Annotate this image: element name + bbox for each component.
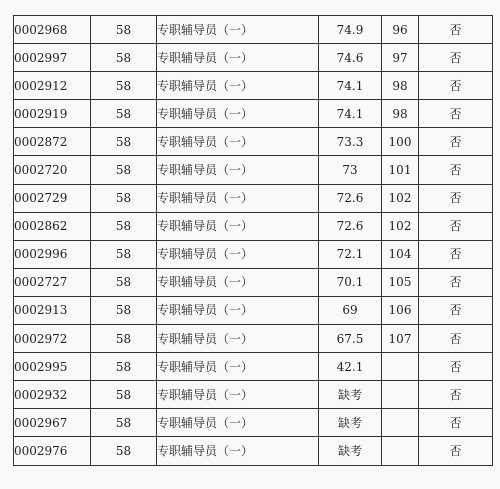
interview-flag-cell: 否 — [419, 409, 493, 437]
candidate-id-cell: 0002932 — [14, 381, 91, 409]
rank-cell: 98 — [382, 100, 419, 128]
candidate-id-cell: 0002912 — [14, 72, 91, 100]
rank-cell: 102 — [382, 184, 419, 212]
candidate-id-cell: 0002972 — [14, 325, 91, 353]
candidate-id-cell: 0002727 — [14, 268, 91, 296]
interview-flag-cell: 否 — [419, 128, 493, 156]
position-name-cell: 专职辅导员（一） — [157, 16, 319, 44]
score-cell: 73.3 — [319, 128, 382, 156]
table-row — [14, 212, 493, 240]
table-row — [14, 296, 493, 324]
position-name-cell: 专职辅导员（一） — [157, 268, 319, 296]
score-cell: 72.6 — [319, 212, 382, 240]
position-name-cell: 专职辅导员（一） — [157, 44, 319, 72]
table-row — [14, 16, 493, 44]
score-cell: 74.9 — [319, 16, 382, 44]
score-cell: 74.6 — [319, 44, 382, 72]
score-cell: 70.1 — [319, 268, 382, 296]
rank-cell: 101 — [382, 156, 419, 184]
candidate-id-cell: 0002862 — [14, 212, 91, 240]
candidate-id-cell: 0002729 — [14, 184, 91, 212]
score-cell: 67.5 — [319, 325, 382, 353]
position-code-cell: 58 — [91, 437, 157, 465]
candidate-id-cell: 0002919 — [14, 100, 91, 128]
interview-flag-cell: 否 — [419, 44, 493, 72]
position-code-cell: 58 — [91, 268, 157, 296]
table-row — [14, 156, 493, 184]
position-code-cell: 58 — [91, 409, 157, 437]
interview-flag-cell: 否 — [419, 325, 493, 353]
interview-flag-cell: 否 — [419, 296, 493, 324]
interview-flag-cell: 否 — [419, 240, 493, 268]
rank-cell: 105 — [382, 268, 419, 296]
rank-cell: 106 — [382, 296, 419, 324]
rank-cell — [382, 437, 419, 465]
position-code-cell: 58 — [91, 72, 157, 100]
position-name-cell: 专职辅导员（一） — [157, 212, 319, 240]
table-row — [14, 268, 493, 296]
table-row — [14, 44, 493, 72]
interview-flag-cell: 否 — [419, 268, 493, 296]
position-name-cell: 专职辅导员（一） — [157, 381, 319, 409]
rank-cell: 107 — [382, 325, 419, 353]
interview-flag-cell: 否 — [419, 437, 493, 465]
score-cell: 73 — [319, 156, 382, 184]
position-code-cell: 58 — [91, 381, 157, 409]
rank-cell — [382, 353, 419, 381]
position-name-cell: 专职辅导员（一） — [157, 240, 319, 268]
table-row — [14, 128, 493, 156]
table-row — [14, 409, 493, 437]
score-cell: 42.1 — [319, 353, 382, 381]
position-code-cell: 58 — [91, 296, 157, 324]
position-name-cell: 专职辅导员（一） — [157, 409, 319, 437]
rank-cell: 97 — [382, 44, 419, 72]
score-cell: 74.1 — [319, 100, 382, 128]
interview-flag-cell: 否 — [419, 212, 493, 240]
rank-cell: 100 — [382, 128, 419, 156]
table-row — [14, 100, 493, 128]
results-table — [13, 15, 493, 466]
candidate-id-cell: 0002872 — [14, 128, 91, 156]
rank-cell: 104 — [382, 240, 419, 268]
table-row — [14, 72, 493, 100]
position-code-cell: 58 — [91, 240, 157, 268]
interview-flag-cell: 否 — [419, 184, 493, 212]
score-cell: 69 — [319, 296, 382, 324]
position-code-cell: 58 — [91, 212, 157, 240]
position-name-cell: 专职辅导员（一） — [157, 353, 319, 381]
table-row — [14, 353, 493, 381]
interview-flag-cell: 否 — [419, 353, 493, 381]
candidate-id-cell: 0002996 — [14, 240, 91, 268]
score-cell: 74.1 — [319, 72, 382, 100]
position-code-cell: 58 — [91, 100, 157, 128]
table-row — [14, 184, 493, 212]
position-name-cell: 专职辅导员（一） — [157, 296, 319, 324]
position-code-cell: 58 — [91, 44, 157, 72]
score-cell: 缺考 — [319, 409, 382, 437]
position-name-cell: 专职辅导员（一） — [157, 72, 319, 100]
interview-flag-cell: 否 — [419, 72, 493, 100]
position-name-cell: 专职辅导员（一） — [157, 156, 319, 184]
position-name-cell: 专职辅导员（一） — [157, 437, 319, 465]
interview-flag-cell: 否 — [419, 16, 493, 44]
position-code-cell: 58 — [91, 353, 157, 381]
interview-flag-cell: 否 — [419, 156, 493, 184]
rank-cell: 98 — [382, 72, 419, 100]
interview-flag-cell: 否 — [419, 381, 493, 409]
score-cell: 72.1 — [319, 240, 382, 268]
candidate-id-cell: 0002720 — [14, 156, 91, 184]
position-name-cell: 专职辅导员（一） — [157, 325, 319, 353]
table-row — [14, 381, 493, 409]
rank-cell — [382, 409, 419, 437]
table-row — [14, 325, 493, 353]
rank-cell: 102 — [382, 212, 419, 240]
position-code-cell: 58 — [91, 156, 157, 184]
rank-cell: 96 — [382, 16, 419, 44]
position-name-cell: 专职辅导员（一） — [157, 184, 319, 212]
position-name-cell: 专职辅导员（一） — [157, 128, 319, 156]
candidate-id-cell: 0002968 — [14, 16, 91, 44]
table-row — [14, 240, 493, 268]
position-code-cell: 58 — [91, 184, 157, 212]
results-table-body — [14, 16, 493, 466]
candidate-id-cell: 0002967 — [14, 409, 91, 437]
position-code-cell: 58 — [91, 16, 157, 44]
position-name-cell: 专职辅导员（一） — [157, 100, 319, 128]
interview-flag-cell: 否 — [419, 100, 493, 128]
candidate-id-cell: 0002913 — [14, 296, 91, 324]
candidate-id-cell: 0002995 — [14, 353, 91, 381]
candidate-id-cell: 0002976 — [14, 437, 91, 465]
score-cell: 缺考 — [319, 381, 382, 409]
rank-cell — [382, 381, 419, 409]
score-cell: 缺考 — [319, 437, 382, 465]
position-code-cell: 58 — [91, 325, 157, 353]
position-code-cell: 58 — [91, 128, 157, 156]
candidate-id-cell: 0002997 — [14, 44, 91, 72]
table-row — [14, 437, 493, 465]
score-cell: 72.6 — [319, 184, 382, 212]
